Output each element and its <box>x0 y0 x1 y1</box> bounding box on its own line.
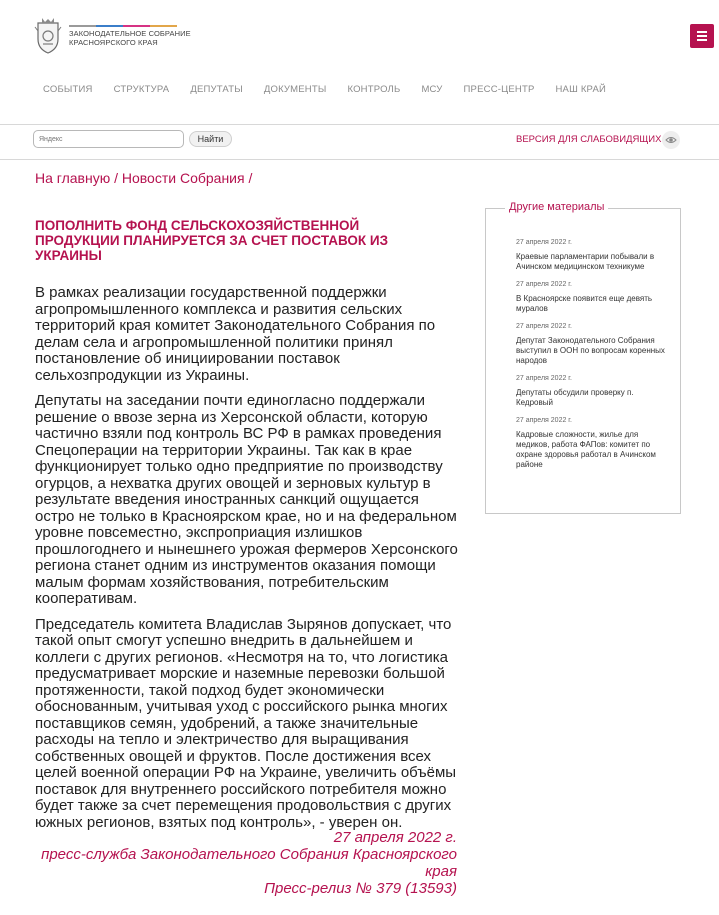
list-item[interactable] <box>516 417 672 470</box>
eye-icon[interactable] <box>662 131 680 149</box>
accessibility-version-link[interactable]: ВЕРСИЯ ДЛЯ СЛАБОВИДЯЩИХ <box>516 134 662 145</box>
article-source: пресс-служба Законодательного Собрания Красноярского края <box>41 846 457 880</box>
nav-item-structure[interactable]: СТРУКТУРА <box>113 84 170 95</box>
menu-button[interactable] <box>690 24 714 48</box>
site-logo[interactable] <box>33 17 191 55</box>
list-item-date: 27 апреля 2022 г. <box>516 375 572 382</box>
search-button[interactable]: Найти <box>189 131 232 147</box>
list-item-link[interactable]: Кадровые сложности, жилье для медиков, работа ФАПов: комитет по охране здоровья работал в Ачинском районе <box>516 430 656 469</box>
eye-icon-graphic <box>662 131 680 149</box>
article-paragraph: Депутаты на заседании почти единогласно поддержали решение о ввозе зерна из Херсонской области, которую частично взяли под контроль ВС РФ в рамках проведения Спецоперации на территории Украины. Так как в крае функционирует только одно предприятие по производству огурцов, а нехватка других овощей и зерновых культур в результате введения иностранных санкций ощущается остро не только в Красноярском крае, но и на федеральном уровне повсеместно, экспроприация излишков прошлогоднего и нынешнего урожая фермеров Херсонского региона станет одним из инструментов оказания помощи малым формам хозяйствования, потребительским кооперативам. <box>35 392 458 607</box>
org-name-line1: ЗАКОНОДАТЕЛЬНОЕ СОБРАНИЕ <box>69 29 191 38</box>
nav-item-documents[interactable]: ДОКУМЕНТЫ <box>263 84 327 95</box>
coat-of-arms-icon <box>33 17 63 55</box>
nav-item-press-center[interactable]: ПРЕСС-ЦЕНТР <box>463 84 535 95</box>
nav-item-deputies[interactable]: ДЕПУТАТЫ <box>190 84 243 95</box>
article-signature <box>35 829 457 897</box>
other-materials-panel <box>485 201 681 514</box>
sidebar-title: Другие материалы <box>505 201 608 213</box>
org-name-line2: КРАСНОЯРСКОГО КРАЯ <box>69 38 158 47</box>
search-bar <box>0 125 719 160</box>
list-item-date: 27 апреля 2022 г. <box>516 281 572 288</box>
logo-text <box>69 25 191 47</box>
sidebar-list <box>516 239 672 479</box>
nav-item-control[interactable]: КОНТРОЛЬ <box>347 84 401 95</box>
list-item[interactable] <box>516 323 672 366</box>
article-paragraph: В рамках реализации государственной поддержки агропромышленного комплекса и развития сельских территорий края комитет Законодательного Собрания по делам села и агропромышленной политики принял постановление об инициировании поставок сельхозпродукции из Украины. <box>35 284 436 384</box>
tricolor-stripes <box>69 25 177 27</box>
list-item[interactable] <box>516 375 672 408</box>
list-item-date: 27 апреля 2022 г. <box>516 323 572 330</box>
list-item-link[interactable]: В Красноярске появится еще девять муралов <box>516 294 653 313</box>
list-item[interactable] <box>516 281 672 314</box>
list-item-link[interactable]: Краевые парламентарии побывали в Ачинском медицинском техникуме <box>516 252 655 271</box>
main-nav <box>43 84 627 95</box>
breadcrumb[interactable]: На главную / Новости Собрания / <box>35 170 253 186</box>
list-item-link[interactable]: Депутат Законодательного Собрания выступил в ООН по вопросам коренных народов <box>516 336 665 365</box>
article-title: ПОПОЛНИТЬ ФОНД СЕЛЬСКОХОЗЯЙСТВЕННОЙ ПРОДУКЦИИ ПЛАНИРУЕТСЯ ЗА СЧЕТ ПОСТАВОК ИЗ УКРАИНЫ <box>35 218 389 263</box>
list-item-link[interactable]: Депутаты обсудили проверку п. Кедровый <box>516 388 634 407</box>
press-release-number: Пресс-релиз № 379 (13593) <box>264 880 457 897</box>
article-paragraph: Председатель комитета Владислав Зырянов допускает, что такой опыт смогут успешно внедрить в дальнейшем и коллеги с других регионов. «Несмотря на то, что логистика предусматривает морские и наземные перевозки большой протяженности, такой подход будет экономически обоснованным, учитывая уход с российского рынка многих поставщиков семян, удобрений, а также значительные расходы на тепло и электричество для выращивания собственных овощей и фруктов. После достижения всех целей военной операции РФ на Украине, увеличить объёмы поставок для внутреннего российского потребителя можно будет также за счет перемещения продовольствия с других южных регионов, взятых под контроль», - уверен он. <box>35 615 457 831</box>
list-item-date: 27 апреля 2022 г. <box>516 239 572 246</box>
nav-item-msu[interactable]: МСУ <box>421 84 443 95</box>
nav-item-events[interactable]: СОБЫТИЯ <box>43 84 93 95</box>
list-item[interactable] <box>516 239 672 272</box>
list-item-date: 27 апреля 2022 г. <box>516 417 572 424</box>
article-date: 27 апреля 2022 г. <box>333 829 457 846</box>
site-header <box>0 0 719 125</box>
article-body <box>35 285 460 840</box>
search-input[interactable] <box>33 130 184 148</box>
nav-item-our-region[interactable]: НАШ КРАЙ <box>555 84 607 95</box>
